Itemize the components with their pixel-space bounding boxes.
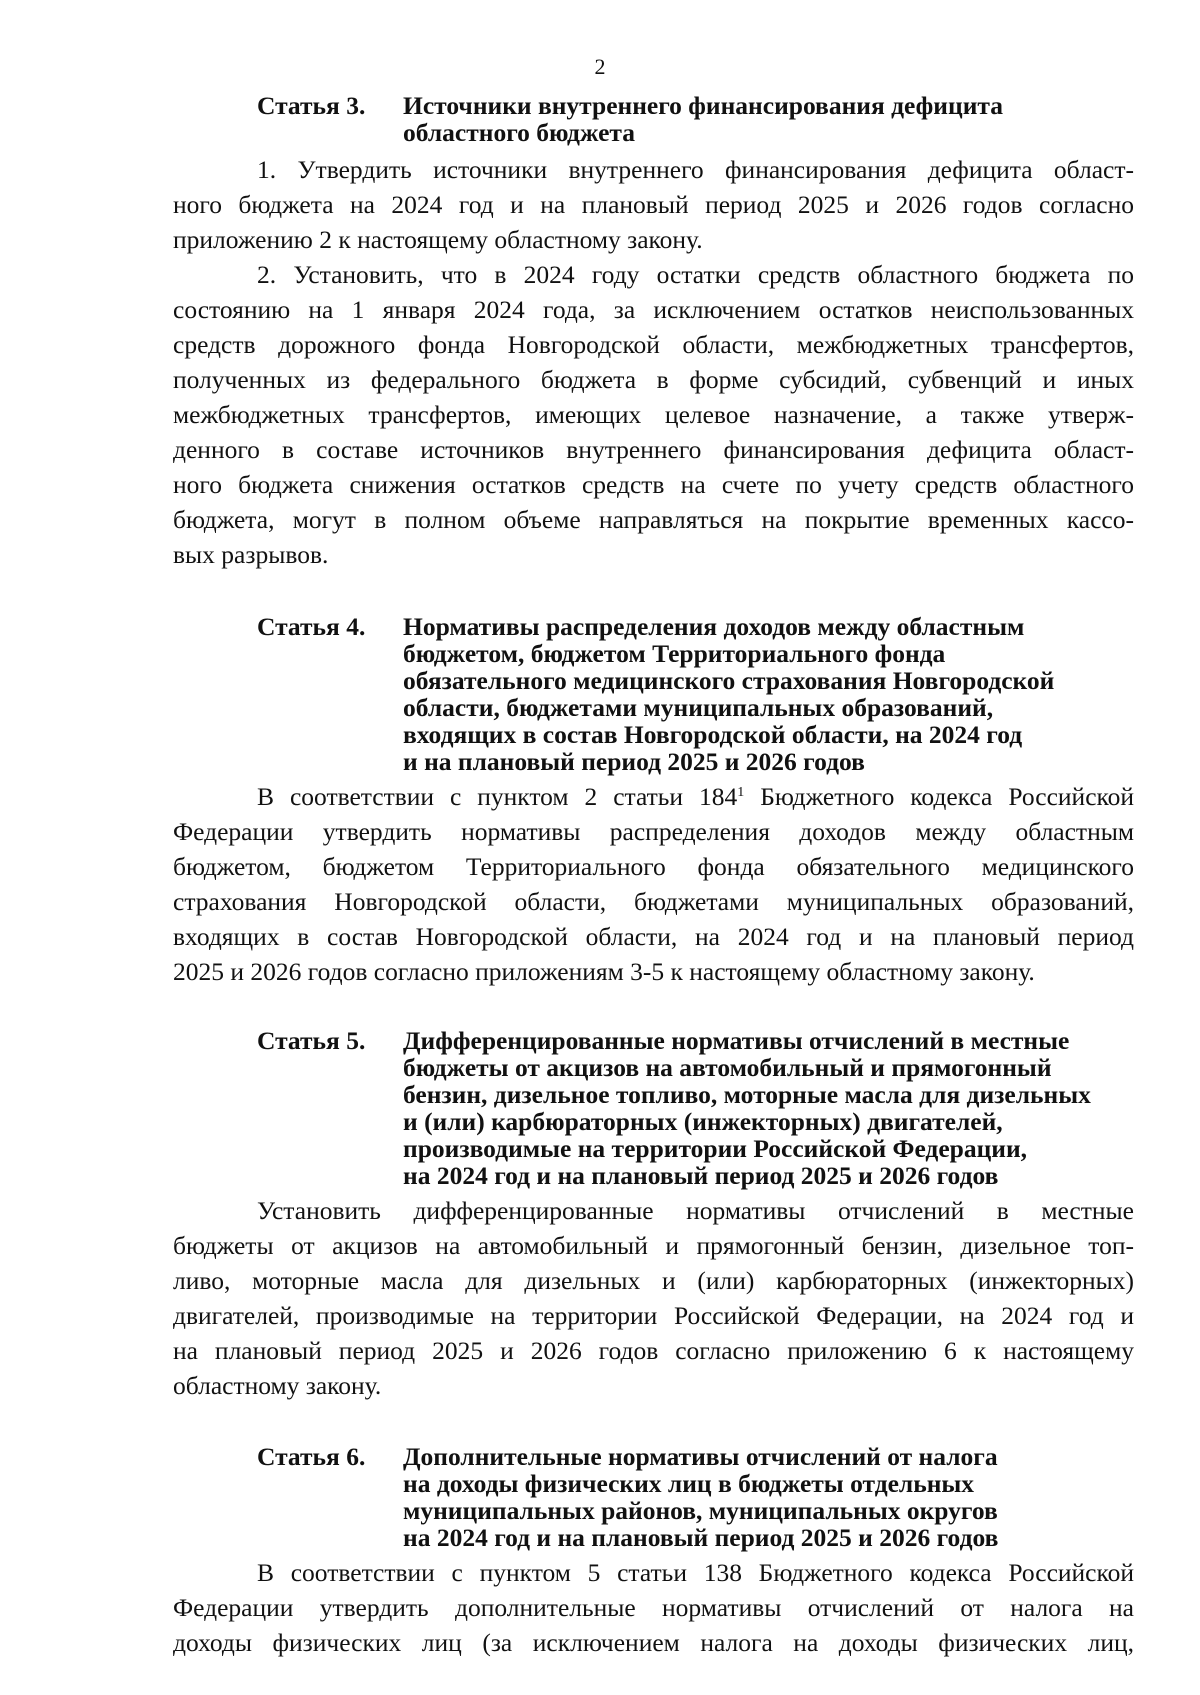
article-title-line: входящих в состав Новгородской области, на 2024 год [403,720,1023,749]
article-5 [173,1027,1134,1403]
article-body [173,1555,1134,1660]
article-number: Статья 4. [257,612,366,641]
article-body [173,779,1134,989]
paragraph-line: полученных из федерального бюджета в форме субсидий, субвенций и иных [173,365,1134,394]
paragraph-line: денного в составе источников внутреннего финансирования дефицита област- [173,435,1134,464]
article-6 [173,1443,1134,1660]
paragraph [173,1555,1134,1660]
paragraph-line: на плановый период 2025 и 2026 годов согласно приложению 6 к настоящему [173,1336,1134,1365]
paragraph-line: 2. Установить, что в 2024 году остатки средств областного бюджета по [257,260,1134,289]
paragraph-line-part: Бюджетного кодекса Российской [760,782,1134,811]
article-number: Статья 6. [257,1442,366,1471]
paragraph-line: доходы физических лиц (за исключением налога на доходы физических лиц, [173,1628,1134,1657]
paragraph-line: Федерации утвердить нормативы распределения доходов между областным [173,817,1134,846]
paragraph-line-part: В соответствии с пунктом 2 статьи 184 [257,782,738,811]
paragraph [173,779,1134,989]
paragraph-line: состоянию на 1 января 2024 года, за исключением остатков неиспользованных [173,295,1134,324]
article-number: Статья 5. [257,1026,366,1055]
paragraph-line: средств дорожного фонда Новгородской области, межбюджетных трансфертов, [173,330,1134,359]
article-body [173,152,1134,572]
article-title-line: и (или) карбюраторных (инжекторных) двигателей, [403,1107,1003,1136]
paragraph-line: ного бюджета на 2024 год и на плановый период 2025 и 2026 годов согласно [173,190,1134,219]
article-title-line: областного бюджета [403,118,636,147]
article-title-line: Источники внутреннего финансирования дефицита [403,91,1003,120]
article-heading [173,1027,1134,1189]
paragraph-line: В соответствии с пунктом 5 статьи 138 Бюджетного кодекса Российской [257,1558,1134,1587]
article-heading [173,613,1134,775]
article-title-line: на 2024 год и на плановый период 2025 и 2026 годов [403,1523,999,1552]
article-title-line: Нормативы распределения доходов между областным [403,612,1025,641]
paragraph-line: двигателей, производимые на территории Российской Федерации, на 2024 год и [173,1301,1134,1330]
article-title-line: муниципальных районов, муниципальных округов [403,1496,998,1525]
article-title-line: на 2024 год и на плановый период 2025 и 2026 годов [403,1161,999,1190]
paragraph-line: вых разрывов. [173,540,329,569]
article-title [403,1443,1134,1551]
article-title-line: и на плановый период 2025 и 2026 годов [403,747,865,776]
paragraph-line [173,779,1134,814]
paragraph [173,257,1134,572]
paragraph-line: ливо, моторные масла для дизельных и (или) карбюраторных (инжекторных) [173,1266,1134,1295]
paragraph-line: приложению 2 к настоящему областному закону. [173,225,703,254]
article-title [403,92,1134,146]
paragraph [173,152,1134,257]
paragraph-line: Федерации утвердить дополнительные нормативы отчислений от налога на [173,1593,1134,1622]
paragraph-line: страхования Новгородской области, бюджетами муниципальных образований, [173,887,1134,916]
paragraph-line: бюджетом, бюджетом Территориального фонда обязательного медицинского [173,852,1134,881]
article-heading [173,1443,1134,1551]
document-body [173,92,1134,1660]
paragraph-line: Установить дифференцированные нормативы отчислений в местные [257,1196,1134,1225]
article-number: Статья 3. [257,91,366,120]
paragraph-line: входящих в состав Новгородской области, на 2024 год и на плановый период [173,922,1134,951]
article-title-line: Дополнительные нормативы отчислений от налога [403,1442,998,1471]
article-title-line: Дифференцированные нормативы отчислений в местные [403,1026,1070,1055]
article-3 [173,92,1134,572]
article-title-line: бензин, дизельное топливо, моторные масла для дизельных [403,1080,1091,1109]
paragraph-line: 1. Утвердить источники внутреннего финансирования дефицита област- [257,155,1134,184]
article-title-line: на доходы физических лиц в бюджеты отдельных [403,1469,975,1498]
superscript-mark: 1 [737,785,745,800]
article-title [403,1027,1134,1189]
article-heading [173,92,1134,146]
paragraph-line: бюджеты от акцизов на автомобильный и прямогонный бензин, дизельное топ- [173,1231,1134,1260]
page-number: 2 [594,54,606,79]
article-title-line: бюджеты от акцизов на автомобильный и прямогонный [403,1053,1052,1082]
paragraph-line: 2025 и 2026 годов согласно приложениям 3-5 к настоящему областному закону. [173,957,1035,986]
paragraph-line: межбюджетных трансфертов, имеющих целевое назначение, а также утверж- [173,400,1134,429]
article-title-line: области, бюджетами муниципальных образований, [403,693,994,722]
article-title-line: производимые на территории Российской Федерации, [403,1134,1028,1163]
paragraph [173,1193,1134,1403]
paragraph-line: ного бюджета снижения остатков средств на счете по учету средств областного [173,470,1134,499]
article-title [403,613,1134,775]
article-title-line: обязательного медицинского страхования Новгородской [403,666,1055,695]
paragraph-line: бюджета, могут в полном объеме направляться на покрытие временных кассо- [173,505,1134,534]
article-title-line: бюджетом, бюджетом Территориального фонда [403,639,946,668]
paragraph-line: областному закону. [173,1371,382,1400]
article-body [173,1193,1134,1403]
article-4 [173,613,1134,989]
